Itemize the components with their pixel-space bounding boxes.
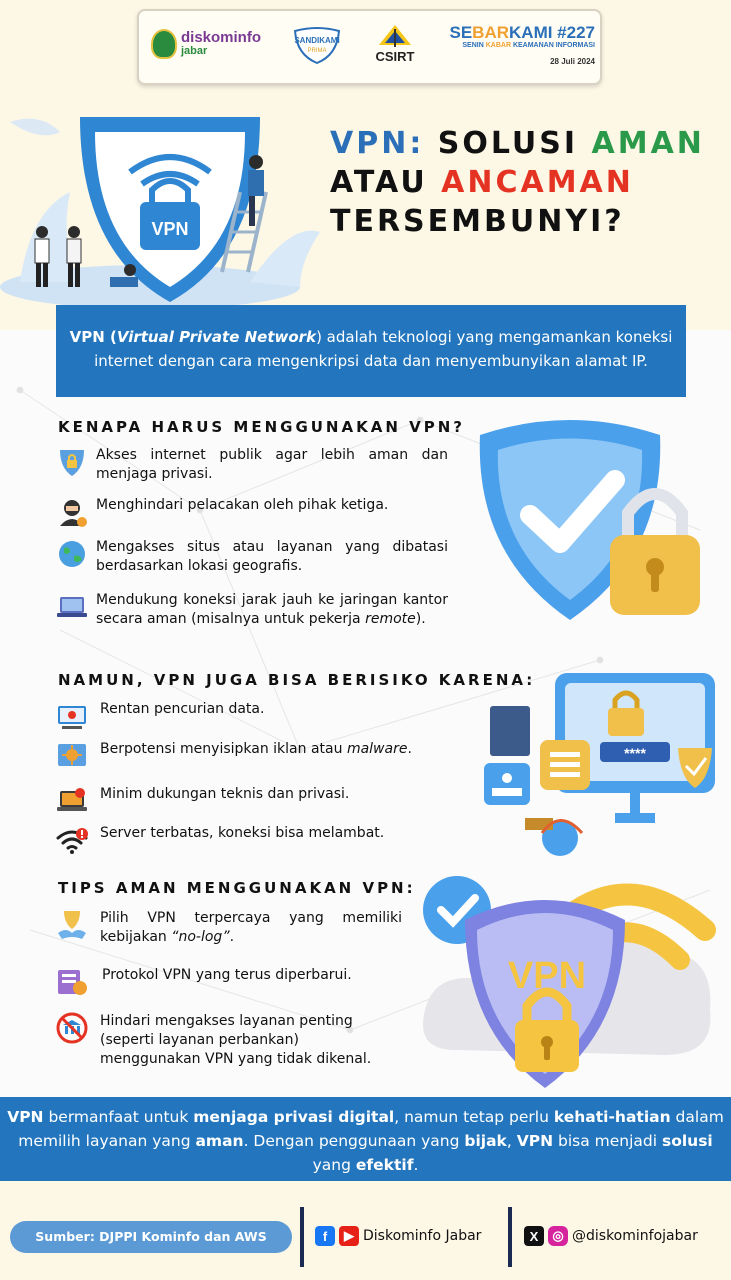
why-item [56, 591, 448, 629]
protocol-icon [56, 966, 88, 998]
risk-item [56, 700, 264, 732]
secure-monitor-illustration [470, 668, 725, 863]
header-card [137, 9, 602, 85]
risk-item [56, 824, 384, 856]
why-heading: KENAPA HARUS MENGGUNAKAN VPN? [58, 418, 465, 436]
padlock-icon [608, 708, 644, 736]
logo-subtext: jabar [181, 45, 208, 57]
data-theft-icon [56, 700, 88, 732]
intro-text: VPN (Virtual Private Network) adalah teknologi yang mengamankan koneksi internet dengan cara mengenkripsi data dan menyembunyikan alamat IP. [69, 328, 673, 370]
shield-check-illustration [470, 415, 710, 630]
globe-icon [56, 538, 88, 570]
pin-field: **** [624, 745, 646, 761]
csirt-logo [371, 23, 419, 69]
why-item [56, 496, 448, 528]
support-icon [56, 785, 88, 817]
wifi-warning-icon [56, 824, 88, 856]
malware-icon [56, 740, 88, 772]
risk-item-text: Rentan pencurian data. [100, 701, 265, 717]
x-icon: X [524, 1226, 544, 1246]
footer-divider [300, 1207, 304, 1267]
conclusion-box [0, 1097, 731, 1181]
handshake-shield-icon [56, 909, 88, 941]
x-instagram-handle[interactable] [524, 1226, 698, 1246]
hero-illustration [0, 92, 330, 307]
why-item [56, 446, 448, 484]
risk-item-text: Minim dukungan teknis dan privasi. [100, 786, 350, 802]
series-subtitle: SENIN KABAR KEAMANAN INFORMASI [462, 42, 595, 49]
title-line-2: ATAU ANCAMAN [330, 165, 634, 200]
tips-item-text: Hindari mengakses layanan penting (seperti layanan perbankan) menggunakan VPN yang tidak dikenal. [100, 1013, 372, 1067]
tips-item [56, 966, 352, 998]
why-item-text: Mengakses situs atau layanan yang dibatasi berdasarkan lokasi geografis. [96, 539, 448, 574]
jabar-emblem-icon [151, 29, 177, 59]
tips-heading: TIPS AMAN MENGGUNAKAN VPN: [58, 879, 416, 897]
risk-item-text: Server terbatas, koneksi bisa melambat. [100, 825, 385, 841]
why-item-text: Mendukung koneksi jarak jauh ke jaringan kantor secara aman (misalnya untuk pekerja remote). [96, 592, 448, 627]
tips-item-text: Protokol VPN yang terus diperbarui. [102, 967, 352, 983]
sandikami-logo [291, 25, 343, 65]
hacker-icon [56, 496, 88, 528]
hero-vpn-label: VPN [151, 219, 189, 239]
svg-text:SANDIKAMI: SANDIKAMI [294, 36, 340, 45]
intro-box [56, 305, 686, 397]
padlock-shield-icon [56, 446, 88, 478]
why-item-text: Akses internet publik agar lebih aman dan menjaga privasi. [96, 447, 448, 482]
publish-date: 28 Juli 2024 [550, 57, 595, 66]
tips-item-text: Pilih VPN terpercaya yang memiliki kebijakan “no-log”. [100, 910, 402, 945]
fb-yt-label: Diskominfo Jabar [363, 1228, 482, 1244]
title-line-1: VPN: SOLUSI AMAN [330, 126, 705, 161]
svg-text:PRIMA: PRIMA [307, 48, 327, 54]
svg-text:CSIRT: CSIRT [375, 49, 415, 64]
risk-item [56, 740, 412, 772]
youtube-icon: ▶ [339, 1226, 359, 1246]
cloud-vpn-illustration [415, 860, 720, 1090]
risk-item-text: Berpotensi menyisipkan iklan atau malware. [100, 741, 412, 757]
risk-item [56, 785, 349, 817]
risk-heading: NAMUN, VPN JUGA BISA BERISIKO KARENA: [58, 671, 536, 689]
why-item [56, 538, 448, 576]
conclusion-text: VPN bermanfaat untuk menjaga privasi digital, namun tetap perlu kehati-hatian dalam memilih layanan yang aman. Dengan penggunaan yang bijak, VPN bisa menjadi solusi yang efektif. [7, 1108, 724, 1174]
why-item-text: Menghindari pelacakan oleh pihak ketiga. [96, 497, 389, 513]
logo-text: diskominfo [181, 29, 262, 46]
footer-divider [508, 1207, 512, 1267]
x-ig-label: @diskominfojabar [572, 1228, 698, 1244]
no-bank-icon [56, 1012, 88, 1044]
tips-item [56, 909, 402, 947]
title-line-3: TERSEMBUNYI? [330, 204, 625, 239]
cloud-vpn-label: VPN [507, 955, 587, 997]
instagram-icon: ◎ [548, 1226, 568, 1246]
series-title: SEBARKAMI #227 [449, 23, 595, 42]
tips-item [56, 1012, 402, 1069]
facebook-icon: f [315, 1226, 335, 1246]
laptop-icon [56, 591, 88, 623]
facebook-youtube-handle[interactable] [315, 1226, 481, 1246]
diskominfo-logo [151, 29, 261, 59]
source-pill: Sumber: DJPPI Kominfo dan AWS [10, 1221, 292, 1253]
